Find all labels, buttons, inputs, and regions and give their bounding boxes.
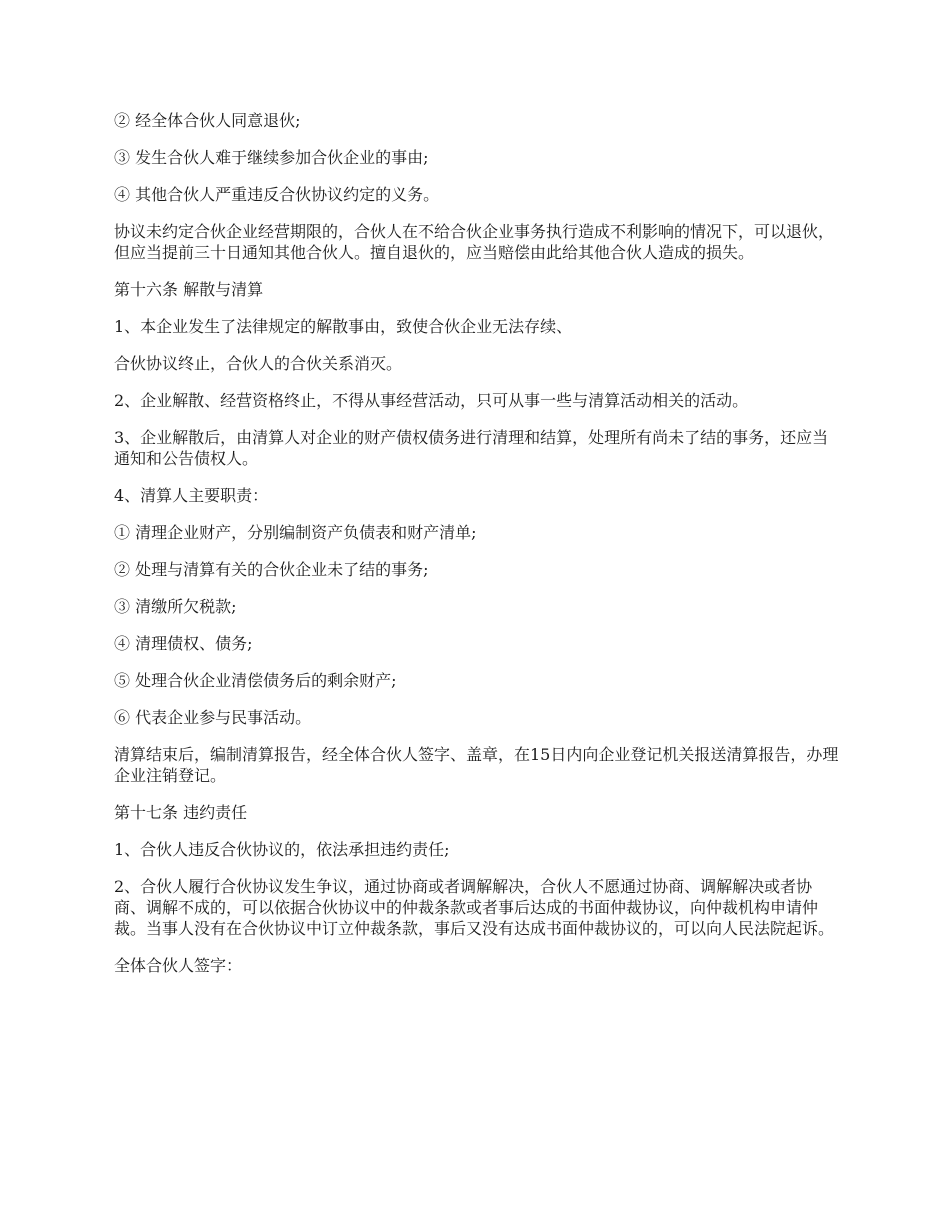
dissolution-clause-2: 2、企业解散、经营资格终止，不得从事经营活动，只可从事一些与清算活动相关的活动。 — [114, 391, 749, 410]
liquidator-duty-4: ④ 清理债权、债务; — [114, 634, 253, 653]
dissolution-clause-1-cont: 合伙协议终止，合伙人的合伙关系消灭。 — [114, 354, 403, 373]
dissolution-clause-1: 1、本企业发生了法律规定的解散事由，致使合伙企业无法存续、 — [114, 317, 573, 336]
document-body — [114, 110, 844, 992]
section-heading-liability: 第十七条 违约责任 — [114, 803, 248, 822]
dissolution-clause-3: 3、企业解散后，由清算人对企业的财产债权债务进行清理和结算，处理所有尚未了结的事务，还应当通知和公告债权人。 — [114, 428, 829, 468]
liquidator-duty-1: ① 清理企业财产，分别编制资产负债表和财产清单; — [114, 523, 477, 542]
liquidator-duty-5: ⑤ 处理合伙企业清偿债务后的剩余财产; — [114, 671, 397, 690]
section-heading-dissolution: 第十六条 解散与清算 — [114, 280, 264, 299]
liability-clause-1: 1、合伙人违反合伙协议的，依法承担违约责任; — [114, 840, 450, 859]
liquidator-duty-2: ② 处理与清算有关的合伙企业未了结的事务; — [114, 560, 429, 579]
list-item-withdraw-consent: ② 经全体合伙人同意退伙; — [114, 111, 301, 130]
liquidator-duty-6: ⑥ 代表企业参与民事活动。 — [114, 708, 312, 727]
list-item-withdraw-breach: ④ 其他合伙人严重违反合伙协议约定的义务。 — [114, 185, 440, 204]
signature-line: 全体合伙人签字： — [114, 956, 243, 975]
dissolution-clause-4: 4、清算人主要职责： — [114, 486, 269, 505]
withdrawal-paragraph: 协议未约定合伙企业经营期限的，合伙人在不给合伙企业事务执行造成不利影响的情况下，可以退伙，但应当提前三十日通知其他合伙人。擅自退伙的，应当赔偿由此给其他合伙人造成的损失。 — [114, 222, 835, 262]
liquidation-report-paragraph: 清算结束后，编制清算报告，经全体合伙人签字、盖章，在15日内向企业登记机关报送清算报告，办理企业注销登记。 — [114, 745, 839, 785]
list-item-withdraw-cause: ③ 发生合伙人难于继续参加合伙企业的事由; — [114, 148, 429, 167]
liability-clause-2: 2、合伙人履行合伙协议发生争议，通过协商或者调解解决，合伙人不愿通过协商、调解解决或者协商、调解不成的，可以依据合伙协议中的仲裁条款或者事后达成的书面仲裁协议，向仲裁机构申请仲裁。当事人没有在合伙协议中订立仲裁条款，事后又没有达成书面仲裁协议的，可以向人民法院起诉。 — [114, 877, 835, 938]
liquidator-duty-3: ③ 清缴所欠税款; — [114, 597, 237, 616]
